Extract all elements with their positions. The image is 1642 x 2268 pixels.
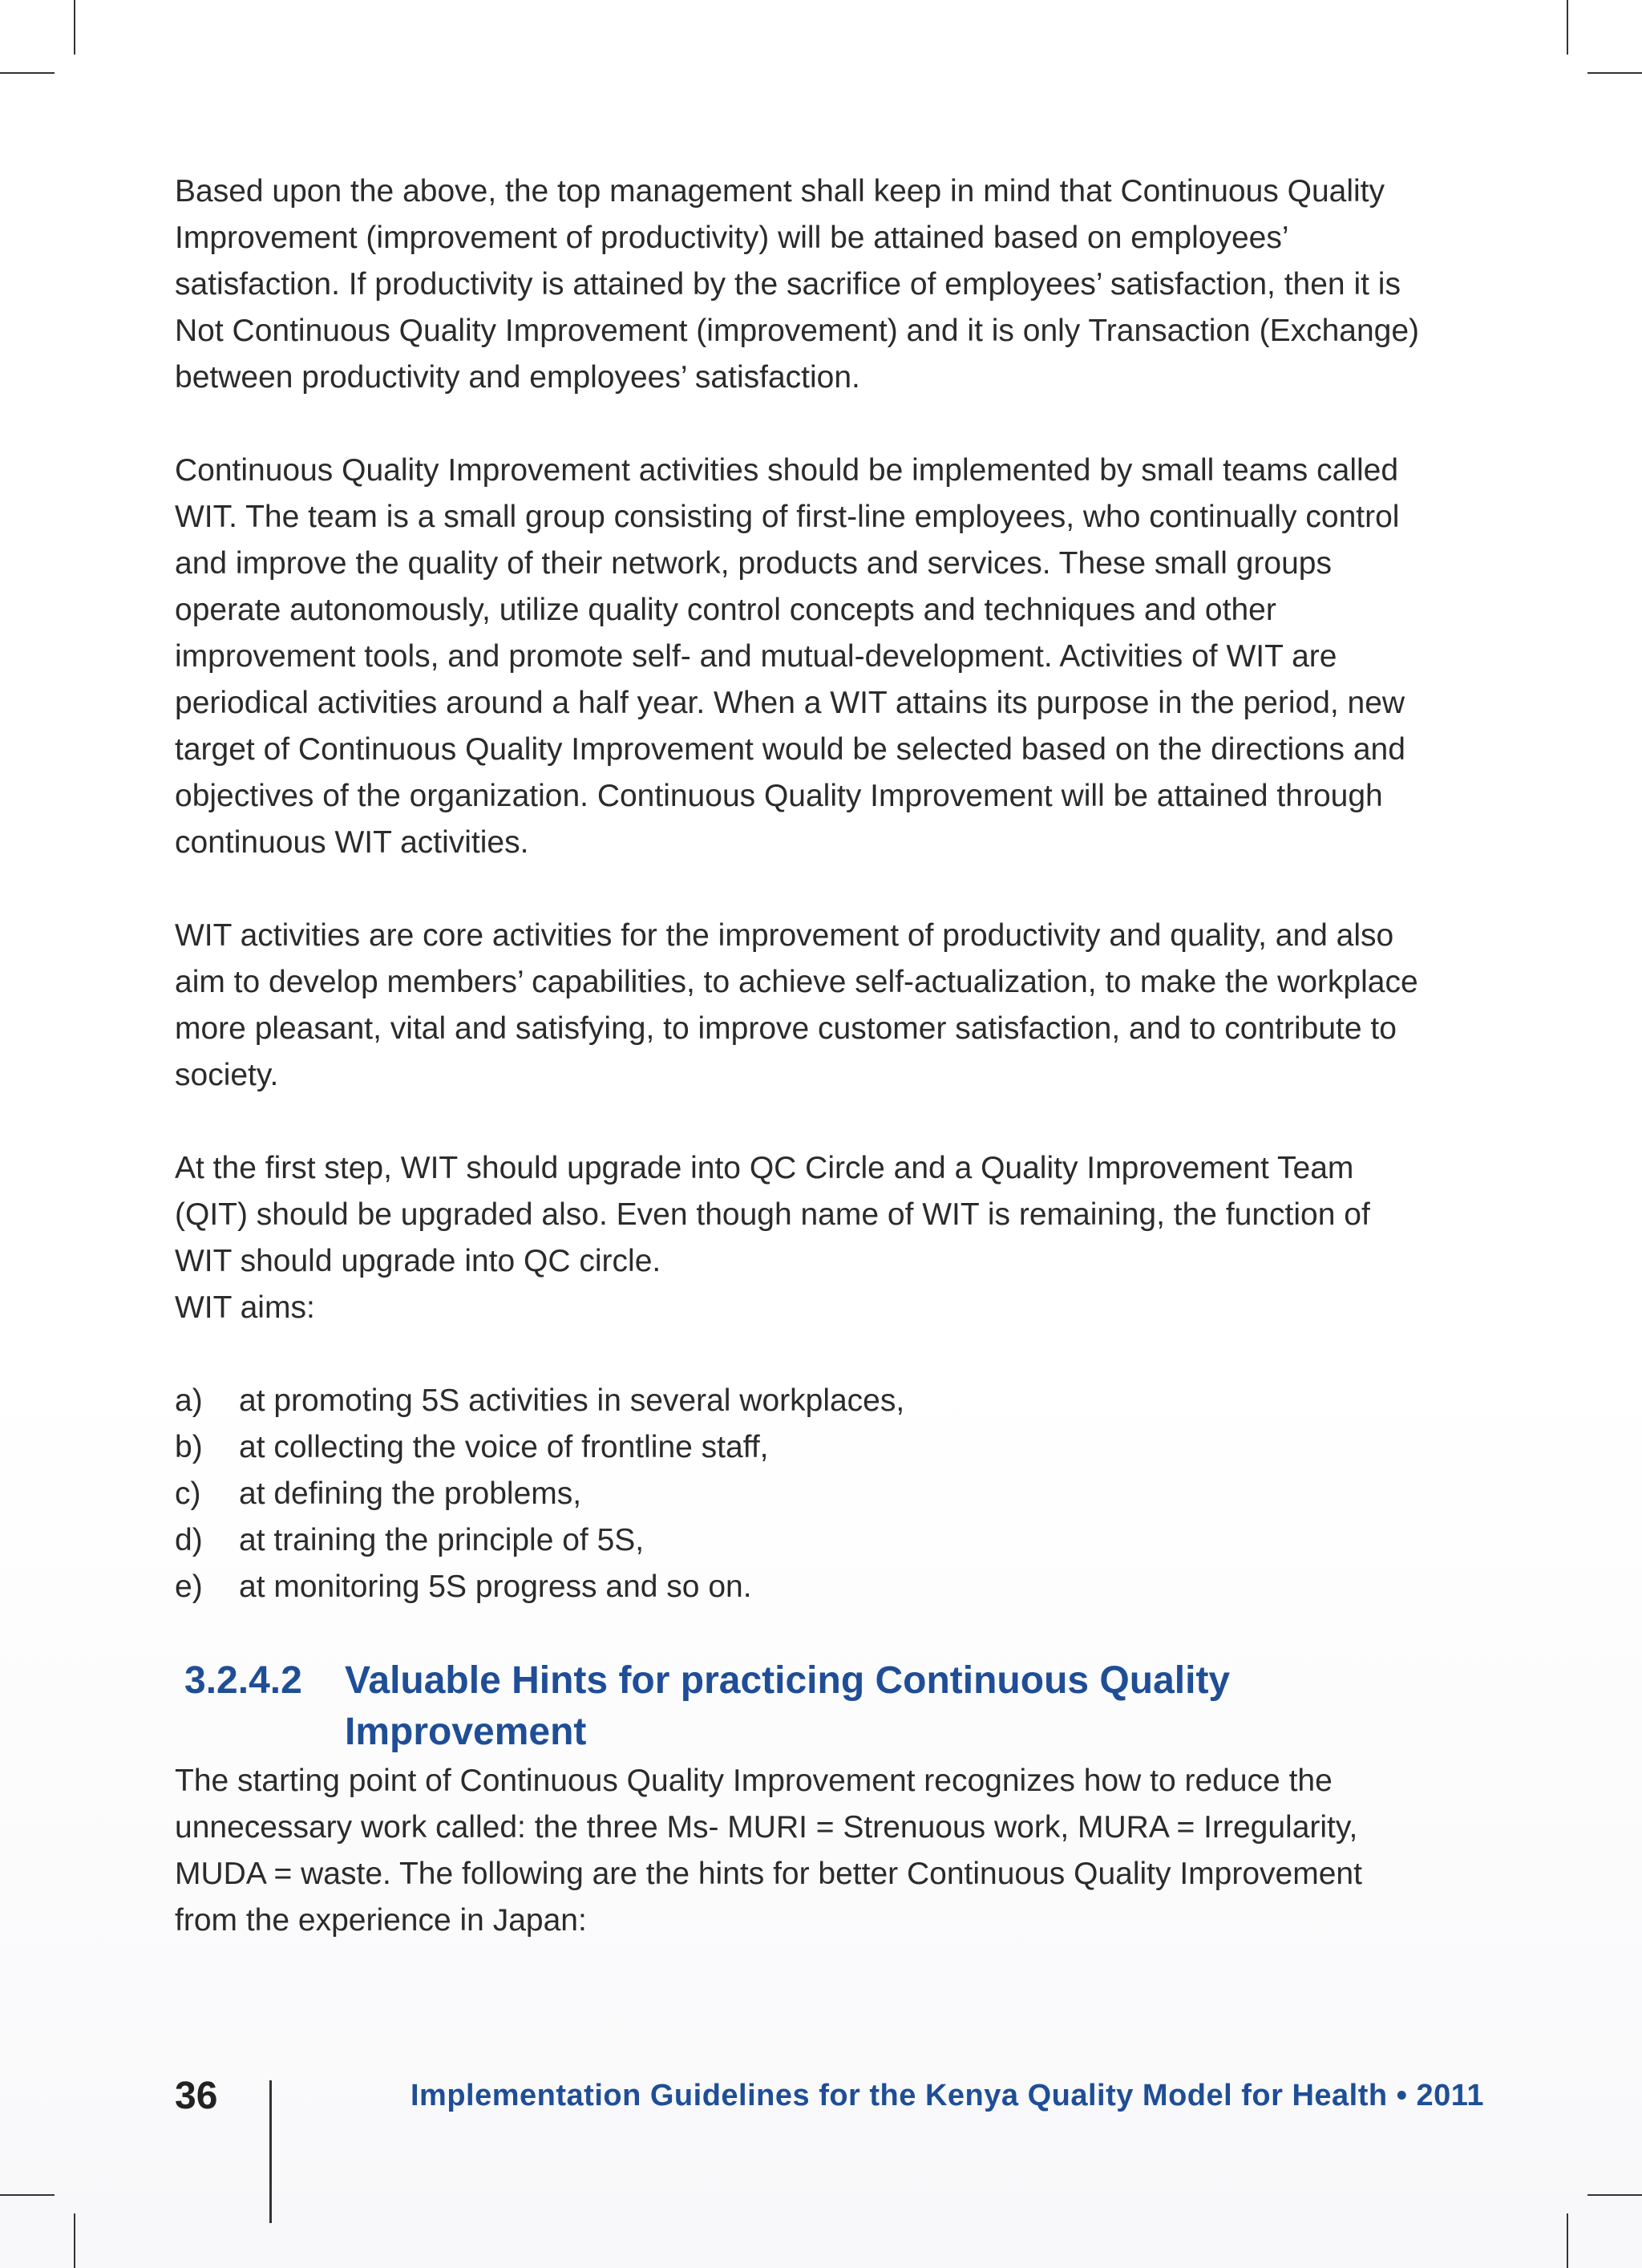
crop-mark	[74, 2213, 75, 2268]
list-marker: d)	[175, 1523, 203, 1557]
crop-mark	[1567, 0, 1568, 55]
section-title: Valuable Hints for practicing Continuous Quality Improvement	[345, 1659, 1231, 1753]
crop-mark	[0, 2194, 55, 2196]
list-item-text: at training the principle of 5S,	[239, 1523, 645, 1557]
list-item	[175, 1378, 1426, 1424]
crop-mark	[1587, 2194, 1642, 2196]
paragraph: WIT activities are core activities for the improvement of productivity and quality, and also aim to develop members’ capabilities, to achieve self-actualization, to make the workplace more pleasant, vital and satisfying, to improve customer satisfaction, and to contribute to society.	[175, 918, 1418, 1092]
list-item-text: at defining the problems,	[239, 1476, 582, 1511]
aims-label: WIT aims:	[175, 1290, 315, 1325]
section-heading	[175, 1655, 1426, 1758]
running-footer-title: Implementation Guidelines for the Kenya Quality Model for Health • 2011	[410, 2079, 1484, 2112]
list-marker: e)	[175, 1569, 203, 1604]
aims-list	[175, 1378, 1426, 1610]
list-item	[175, 1471, 1426, 1517]
paragraph: Continuous Quality Improvement activities should be implemented by small teams called WIT. The team is a small group consisting of first-line employees, who continually control and improve the quality of their network, products and services. These small groups operate autonomously, utilize quality control concepts and techniques and other improvement tools, and promote self- and mutual-development. Activities of WIT are periodical activities around a half year. When a WIT attains its purpose in the period, new target of Continuous Quality Improvement would be selected based on the directions and objectives of the organization. Continuous Quality Improvement will be attained through continuous WIT activities.	[175, 453, 1405, 860]
paragraph: At the first step, WIT should upgrade into QC Circle and a Quality Improvement Team (QIT) should be upgraded also. Even though name of WIT is remaining, the function of WIT should upgrade into QC circle.	[175, 1151, 1370, 1278]
crop-mark	[1587, 72, 1642, 74]
list-marker: c)	[175, 1476, 201, 1511]
list-item-text: at monitoring 5S progress and so on.	[239, 1569, 752, 1604]
list-marker: a)	[175, 1383, 203, 1418]
list-item-text: at collecting the voice of frontline staff,	[239, 1430, 769, 1464]
list-item-text: at promoting 5S activities in several workplaces,	[239, 1383, 905, 1418]
body-text	[175, 168, 1426, 1944]
section-number: 3.2.4.2	[184, 1659, 302, 1702]
page-number: 36	[175, 2075, 218, 2117]
crop-mark	[74, 0, 75, 55]
footer-divider	[269, 2080, 272, 2223]
list-marker: b)	[175, 1430, 203, 1464]
crop-mark	[1567, 2213, 1568, 2268]
paragraph: Based upon the above, the top management shall keep in mind that Continuous Quality Improvement (improvement of productivity) will be attained based on employees’ satisfaction. If productivity is attained by the sacrifice of employees’ satisfaction, then it is Not Continuous Quality Improvement (improvement) and it is only Transaction (Exchange) between productivity and employees’ satisfaction.	[175, 174, 1420, 395]
list-item	[175, 1517, 1426, 1564]
section-paragraph: The starting point of Continuous Quality Improvement recognizes how to reduce the unnecessary work called: the three Ms- MURI = Strenuous work, MURA = Irregularity, MUDA = waste. The following are the hints for better Continuous Quality Improvement from the experience in Japan:	[175, 1764, 1362, 1938]
list-item	[175, 1564, 1426, 1610]
crop-mark	[0, 72, 55, 74]
list-item	[175, 1424, 1426, 1471]
